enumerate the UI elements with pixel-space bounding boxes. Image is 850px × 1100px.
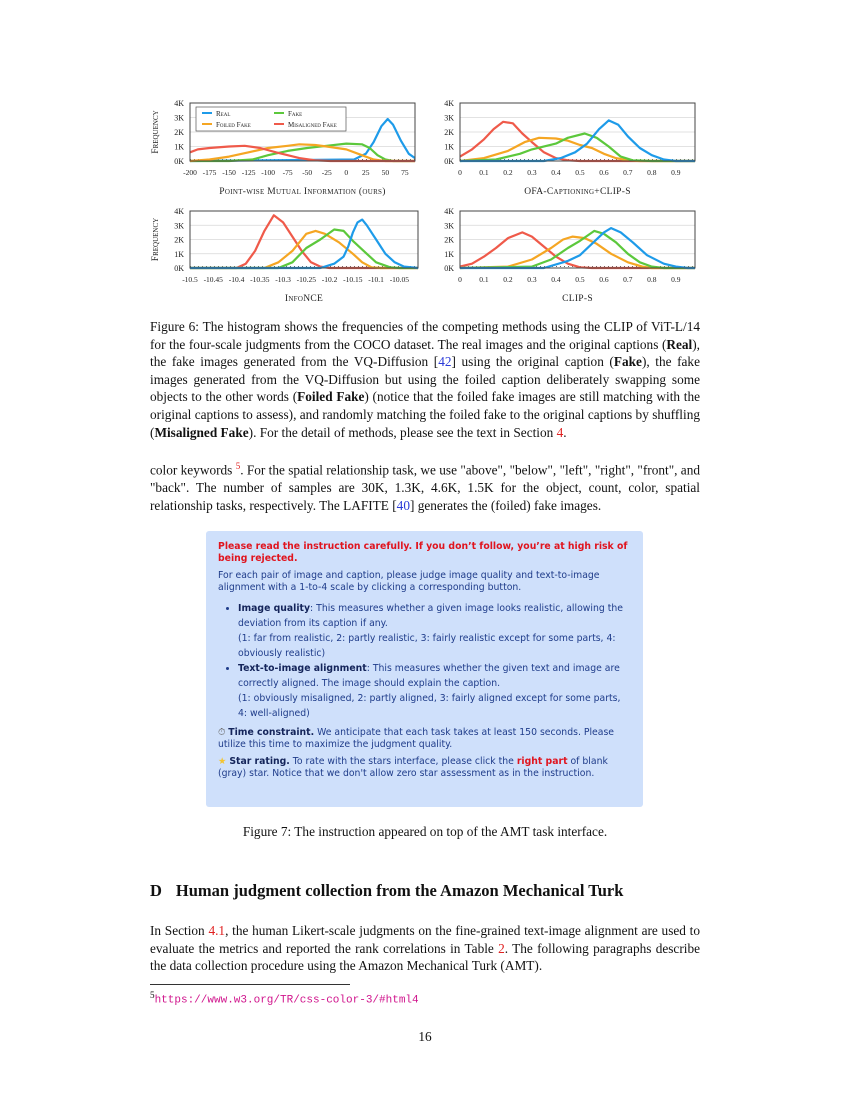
caption-text: ] using the original caption ( [451, 354, 614, 370]
x-tick-label: -10.35 [250, 275, 270, 284]
y-tick-label: 1K [444, 249, 454, 259]
y-tick-label: 0K [174, 264, 184, 273]
section-link[interactable]: 4 [556, 424, 564, 440]
figure-7-caption: Figure 7: The instruction appeared on top of the AMT task interface. [242, 824, 608, 839]
body-text: , the human Likert-scale judgments on the fine-grained text-image alignment are used to evaluate the metrics and reported the rank correlations in Table [150, 923, 700, 956]
x-tick-label: 0 [344, 168, 349, 177]
caption-text: ). For the detail of methods, please see the text in Section [248, 424, 557, 440]
x-tick-label: -10.3 [275, 275, 291, 284]
section-heading [150, 881, 637, 901]
x-tick-label: 0.8 [647, 168, 657, 177]
x-tick-label: 0 [458, 275, 462, 284]
chart-pmi [140, 95, 420, 205]
x-tick-label: -10.1 [368, 275, 384, 284]
footnote-url-link[interactable]: https://www.w3.org/TR/css-color-3/#html4 [154, 994, 419, 1007]
criteria-item [238, 661, 631, 721]
y-tick-label: 4K [444, 207, 454, 216]
y-tick-label: 0K [444, 264, 454, 273]
y-tick-label: 4K [174, 207, 184, 216]
legend-label: Misaligned Fake [288, 121, 337, 129]
figure-6-caption [150, 318, 700, 441]
page-number: 16 [418, 1029, 432, 1044]
y-tick-label: 2K [444, 235, 454, 245]
criteria-text: : This measures whether the given text and image are correctly aligned. The image should explain the caption. [238, 663, 620, 689]
caption-bold: Misaligned Fake [154, 424, 249, 440]
criteria-title: Image quality [238, 603, 311, 614]
instruction-box [206, 531, 643, 807]
y-tick-label: 2K [174, 235, 184, 245]
time-text: We anticipate that each task takes at least 150 seconds. Please utilize this time to maximize the judgment quality. [218, 727, 615, 750]
y-tick-label: 2K [174, 128, 184, 137]
x-tick-label: 0.2 [503, 275, 513, 284]
x-tick-label: 0.7 [623, 168, 633, 177]
stopwatch-icon: ⏱ [218, 727, 226, 738]
section-link[interactable]: 4.1 [208, 923, 226, 938]
star-text: of blank (gray) star. Notice that we don't allow zero star assessment as in the instruction. [218, 756, 608, 779]
x-tick-label: -10.4 [228, 275, 245, 284]
criteria-item [238, 601, 631, 661]
time-constraint [218, 727, 631, 750]
x-tick-label: -10.5 [182, 275, 198, 284]
x-tick-label: 0.3 [527, 275, 537, 284]
criteria-list [218, 601, 631, 721]
body-text: . For the spatial relationship task, we use "above", "below", "left", "right", "front", and "back". The number of samples are 30K, 1.3K, 4.6K, 1.5K for the object, count, color, spatial relationship tasks, respectively. The LAFITE [ [150, 462, 700, 513]
y-tick-label: 1K [174, 249, 184, 259]
series-line-real [190, 220, 418, 268]
chart-ofa-clip-s [420, 95, 710, 205]
series-line-fake [460, 134, 695, 162]
legend-label: Foiled Fake [216, 121, 251, 129]
x-tick-label: -10.15 [343, 275, 363, 284]
y-tick-label: 3K [444, 221, 454, 231]
x-axis-title: OFA-Captioning+CLIP-S [524, 187, 631, 197]
footnote-divider [150, 984, 350, 985]
x-axis-title: Point-wise Mutual Information (ours) [219, 187, 386, 197]
caption-bold: Foiled Fake [297, 389, 365, 405]
legend-label: Fake [288, 110, 303, 118]
warning-text: Please read the instruction carefully. If you don’t follow, you’re at high risk of being rejected. [218, 541, 628, 564]
y-axis-title: Frequency [151, 110, 161, 154]
x-tick-label: -10.2 [321, 275, 338, 284]
citation-link[interactable]: 42 [438, 354, 452, 370]
x-tick-label: -10.25 [296, 275, 317, 284]
section-number: D [150, 881, 162, 900]
x-tick-label: -175 [202, 168, 217, 177]
caption-bold: Real [666, 336, 693, 352]
x-tick-label: -75 [282, 168, 293, 177]
table-link[interactable]: 2 [498, 940, 505, 956]
x-tick-label: -25 [321, 168, 332, 177]
y-tick-label: 3K [174, 113, 184, 123]
y-tick-label: 3K [174, 221, 184, 231]
body-text: ] generates the (foiled) fake images. [409, 497, 602, 513]
x-tick-label: 0.2 [503, 168, 513, 177]
x-tick-label: 0.6 [599, 168, 609, 177]
body-text: . The following paragraphs describe the data collection procedure using the Amazon Mechanical Turk (AMT). [150, 940, 700, 974]
footnote-mark: 5 [150, 990, 155, 1000]
star-title: Star rating. [229, 756, 290, 767]
y-tick-label: 4K [444, 99, 454, 108]
caption-text: ), the fake images generated from the VQ-Diffusion but using the foiled caption deliberately swapping some objects to the other words ( [150, 354, 700, 405]
y-tick-label: 0K [174, 157, 184, 166]
series-line-misaligned-fake [190, 215, 418, 268]
criteria-scale: (1: obviously misaligned, 2: partly aligned, 3: fairly aligned except for some parts, 4: well-aligned) [238, 693, 621, 719]
x-tick-label: 0.9 [671, 168, 681, 177]
x-tick-label: 50 [381, 168, 390, 177]
x-tick-label: 0.5 [575, 275, 585, 284]
star-highlight: right part [516, 756, 568, 767]
citation-link[interactable]: 40 [396, 497, 410, 513]
body-text: In Section [150, 923, 209, 938]
star-text: To rate with the stars interface, please click the [289, 756, 517, 767]
caption-text: Figure 6: The histogram shows the frequencies of the competing methods using the CLIP of ViT-L/14 for the four-scale judgments from the COCO dataset. The real images and the original captions ( [150, 319, 700, 352]
caption-text: ) (notice that the foiled fake images are still matching with the original captions to assess), and randomly matching the foiled fake to the original captions by shuffling ( [150, 389, 701, 440]
criteria-scale: (1: far from realistic, 2: partly realistic, 3: fairly realistic except for some parts, 4: obviously realistic) [238, 633, 616, 659]
caption-text: . [563, 424, 567, 440]
x-tick-label: -10.45 [203, 275, 223, 284]
body-paragraph [150, 922, 700, 975]
x-tick-label: -150 [222, 168, 236, 177]
footnote [150, 990, 419, 1007]
x-tick-label: 0.4 [551, 168, 561, 177]
section-title: Human judgment collection from the Amazon Mechanical Turk [175, 881, 624, 900]
y-tick-label: 1K [174, 142, 184, 152]
x-tick-label: 0.1 [479, 168, 489, 177]
x-tick-label: -10.05 [389, 275, 410, 284]
body-text: color keywords [150, 462, 236, 478]
y-axis-title: Frequency [151, 217, 161, 262]
y-tick-label: 2K [444, 128, 454, 137]
x-axis-title: InfoNCE [284, 294, 324, 304]
x-tick-label: 25 [362, 168, 370, 177]
footnote-link[interactable]: 5 [235, 461, 241, 471]
criteria-title: Text-to-image alignment [238, 663, 367, 674]
y-tick-label: 1K [444, 142, 454, 152]
legend-label: Real [216, 110, 231, 118]
y-tick-label: 4K [174, 99, 184, 108]
x-tick-label: 0.7 [623, 275, 633, 284]
y-tick-label: 3K [444, 113, 454, 123]
x-tick-label: 0.5 [575, 168, 585, 177]
x-tick-label: 0.4 [551, 275, 561, 284]
x-tick-label: 75 [401, 168, 409, 177]
x-tick-label: -100 [261, 168, 275, 177]
x-tick-label: 0.3 [527, 168, 537, 177]
body-paragraph [150, 458, 700, 514]
x-tick-label: -200 [183, 168, 197, 177]
star-icon: ★ [218, 756, 227, 767]
x-tick-label: -125 [241, 168, 256, 177]
x-tick-label: 0 [458, 168, 462, 177]
x-tick-label: -50 [302, 168, 313, 177]
x-tick-label: 0.6 [599, 275, 609, 284]
star-rating-note [218, 756, 631, 779]
caption-text: ), the fake images generated from the VQ-Diffusion [ [150, 336, 700, 370]
caption-bold: Fake [613, 354, 642, 370]
criteria-text: : This measures whether a given image looks realistic, allowing the deviation from its caption if any. [238, 603, 623, 629]
y-tick-label: 0K [444, 157, 454, 166]
x-tick-label: 0.9 [671, 275, 681, 284]
intro-text: For each pair of image and caption, please judge image quality and text-to-image alignment with a 1-to-4 scale by clicking a corresponding button. [218, 570, 600, 593]
time-title: Time constraint. [228, 727, 315, 738]
x-tick-label: 0.8 [647, 275, 657, 284]
x-tick-label: 0.1 [479, 275, 489, 284]
chart-clip-s [420, 203, 710, 313]
x-axis-title: CLIP-S [562, 294, 593, 304]
chart-infonce [140, 203, 420, 313]
